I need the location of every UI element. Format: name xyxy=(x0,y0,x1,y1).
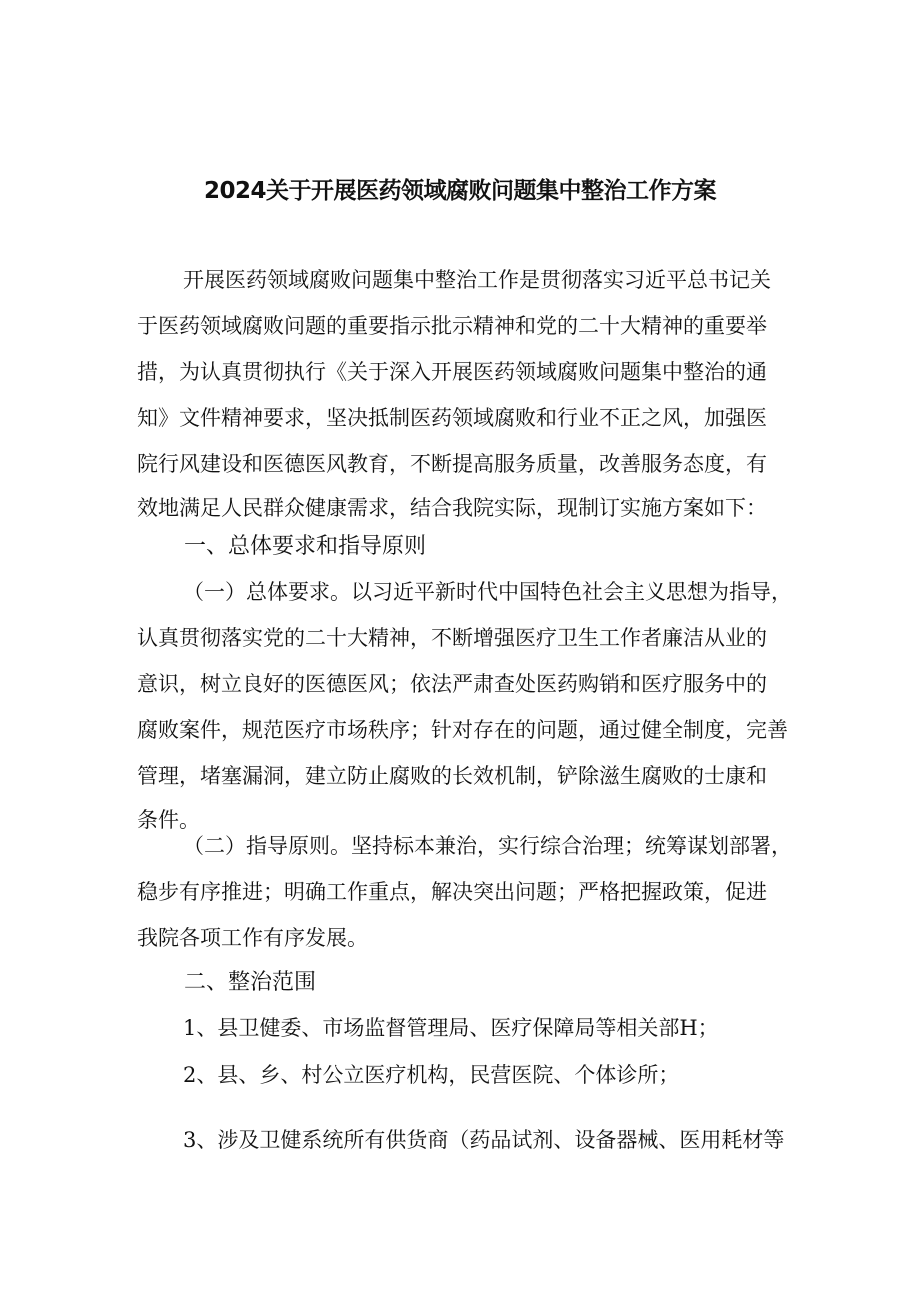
scope-item: 2、县、乡、村公立医疗机构，民营医院、个体诊所； xyxy=(183,1063,680,1087)
section1-para1-line: （一）总体要求。以习近平新时代中国特色社会主义思想为指导， xyxy=(183,580,792,604)
scope-item: 3、涉及卫健系统所有供货商（药品试剂、设备器械、医用耗材等 xyxy=(183,1128,785,1152)
section1-para1-line: 认真贯彻落实党的二十大精神，不断增强医疗卫生工作者廉洁从业的 xyxy=(137,626,767,650)
document-title: 2024关于开展医药领域腐败问题集中整治工作方案 xyxy=(203,178,716,204)
section-heading-2: 二、整治范围 xyxy=(184,970,317,995)
section1-para2-line: （二）指导原则。坚持标本兼治，实行综合治理；统筹谋划部署， xyxy=(183,834,792,858)
intro-line: 开展医药领域腐败问题集中整治工作是贯彻落实习近平总书记关 xyxy=(183,268,771,292)
section1-para1-line: 腐败案件，规范医疗市场秩序；针对存在的问题，通过健全制度，完善 xyxy=(137,718,788,742)
section1-para2-line: 稳步有序推进；明确工作重点，解决突出问题；严格把握政策，促进 xyxy=(137,880,767,904)
section1-para2-line: 我院各项工作有序发展。 xyxy=(137,926,368,950)
scope-item: 1、县卫健委、市场监督管理局、医疗保障局等相关部H； xyxy=(183,1016,719,1040)
section-heading-1: 一、总体要求和指导原则 xyxy=(184,534,427,559)
intro-line: 知》文件精神要求，坚决抵制医药领域腐败和行业不正之风，加强医 xyxy=(137,406,767,430)
section1-para1-line: 管理，堵塞漏洞，建立防止腐败的长效机制，铲除滋生腐败的士康和 xyxy=(137,764,767,788)
intro-line: 院行风建设和医德医风教育，不断提高服务质量，改善服务态度，有 xyxy=(137,452,767,476)
section1-para1-line: 意识，树立良好的医德医风；依法严肃查处医药购销和医疗服务中的 xyxy=(137,672,767,696)
intro-line: 于医药领域腐败问题的重要指示批示精神和党的二十大精神的重要举 xyxy=(137,314,767,338)
intro-line: 措，为认真贯彻执行《关于深入开展医药领域腐败问题集中整治的通 xyxy=(137,360,767,384)
intro-line: 效地满足人民群众健康需求，结合我院实际，现制订实施方案如下： xyxy=(137,496,767,520)
section1-para1-line: 条件。 xyxy=(137,808,200,832)
